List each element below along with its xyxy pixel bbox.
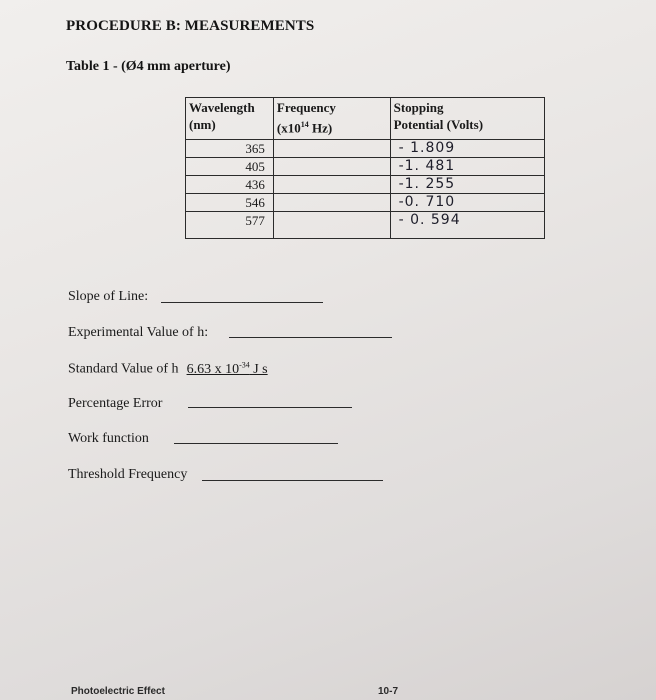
standard-h-value [187, 362, 268, 377]
standard-h-row [68, 360, 268, 378]
header-frequency-unit: Hz) [308, 120, 333, 136]
table-row [186, 176, 545, 194]
footer-section-title: Photoelectric Effect [71, 686, 165, 697]
experimental-h-label: Experimental Value of h: [68, 325, 209, 340]
header-wavelength-line1: Wavelength [189, 100, 255, 115]
table-row [186, 194, 545, 212]
table-row [186, 158, 545, 176]
cell-frequency[interactable] [273, 194, 390, 212]
work-function-label: Work function [68, 431, 149, 446]
threshold-frequency-label: Threshold Frequency [68, 467, 188, 482]
standard-h-mantissa: 6.63 x 10 [186, 361, 240, 377]
measurements-table [185, 97, 545, 239]
header-wavelength-line2: (nm) [189, 117, 216, 132]
header-frequency-exponent: 14 [300, 120, 309, 129]
table-caption: Table 1 - (Ø4 mm aperture) [66, 59, 231, 74]
header-stopping-line1: Stopping [393, 100, 444, 115]
cell-stopping-potential: - 0. 594 [390, 212, 544, 239]
cell-frequency[interactable] [273, 158, 390, 176]
cell-frequency[interactable] [273, 212, 390, 239]
header-frequency [273, 98, 390, 140]
table-row [186, 212, 545, 239]
footer-page-number: 10-7 [378, 686, 399, 697]
cell-wavelength: 365 [186, 140, 274, 158]
header-wavelength [186, 98, 274, 140]
cell-stopping-potential: -1. 255 [390, 176, 544, 194]
header-stopping-potential [390, 98, 544, 140]
header-frequency-line2: (x10 [276, 120, 301, 136]
slope-label: Slope of Line: [68, 289, 149, 304]
standard-h-label: Standard Value of h [68, 361, 179, 377]
cell-stopping-potential: -0. 710 [390, 194, 544, 212]
percentage-error-label: Percentage Error [68, 396, 163, 411]
header-stopping-line2: Potential (Volts) [393, 117, 484, 132]
table-header-row [186, 98, 545, 140]
cell-frequency[interactable] [273, 176, 390, 194]
cell-wavelength: 577 [186, 212, 274, 239]
experimental-h-blank-line[interactable] [229, 337, 392, 338]
cell-frequency[interactable] [273, 140, 390, 158]
threshold-frequency-blank-line[interactable] [202, 480, 383, 481]
cell-stopping-potential: - 1.809 [390, 140, 544, 158]
standard-h-unit: J s [249, 361, 268, 377]
cell-wavelength: 546 [186, 194, 274, 212]
standard-h-exponent: -34 [239, 360, 250, 369]
cell-wavelength: 436 [186, 176, 274, 194]
header-frequency-line1: Frequency [276, 100, 336, 115]
slope-blank-line[interactable] [161, 302, 323, 303]
page-title: PROCEDURE B: MEASUREMENTS [66, 18, 315, 34]
work-function-blank-line[interactable] [174, 443, 338, 444]
percentage-error-blank-line[interactable] [188, 407, 352, 408]
cell-wavelength: 405 [186, 158, 274, 176]
cell-stopping-potential: -1. 481 [390, 158, 544, 176]
table-row [186, 140, 545, 158]
